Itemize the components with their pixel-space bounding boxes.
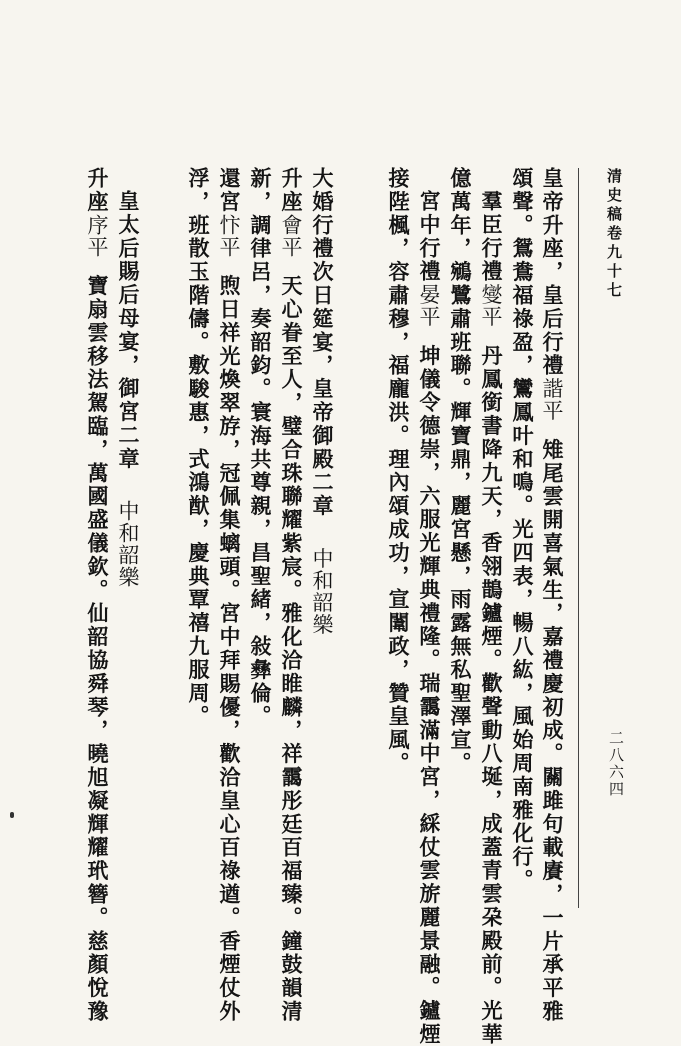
mode-note: 燮平: [479, 283, 503, 328]
text-column-6: [385, 167, 411, 775]
column-divider: [578, 168, 579, 908]
page-number: 二八六四: [607, 730, 625, 798]
lyric-text: 坤儀令德崇，六服光輝典禮隆。瑞靄滿中宮，綵仗雲旂麗景融。鑪煙: [417, 344, 442, 1046]
mode-note: 晏平: [417, 283, 441, 328]
mode-note: 諧平: [540, 377, 564, 422]
text-column-2: [509, 167, 535, 892]
text-column-7: [309, 167, 335, 635]
lyric-text: 浮，班散玉階儔。敷駿惠，式鴻猷，慶典覃禧九服周。: [186, 167, 211, 729]
lyric-text: 頌聲。鴛鴦福祿盈，鸞鳳叶和鳴。光四表，暢八紘，風始周南雅化行。: [510, 167, 535, 893]
lyric-text: 天心眷至人，璧合珠聯耀紫宸。雅化洽睢麟，祥靄彤廷百福臻。鐘鼓韻清: [279, 274, 304, 1024]
text-column-12: [115, 190, 141, 588]
text-column-5: [416, 190, 442, 1046]
music-type-note: 中和韶樂: [116, 500, 140, 589]
text-column-4: [447, 167, 473, 775]
running-head: 清史稿卷九十七: [605, 168, 623, 301]
lyric-text: 億萬年，鵷鷺肅班聯。輝寶鼎，麗宮懸，雨露無私聖澤宣。: [448, 167, 473, 776]
text-column-10: [216, 167, 242, 1023]
mode-note: 會平: [279, 213, 303, 258]
mode-note: 序平: [85, 213, 109, 258]
lyric-text: 寶扇雲移法駕臨，萬國盛儀欽。仙韶協舜琴，曉旭凝輝耀玳簪。慈顏悅豫: [85, 274, 110, 1024]
music-type-note: 中和韶樂: [310, 547, 334, 636]
text-column-1: [539, 167, 565, 1023]
text-column-9: [247, 167, 273, 729]
lyric-text: 煦日祥光煥翠斿，冠佩集螭頭。宮中拜賜優，歡洽皇心百祿遒。香煙仗外: [217, 274, 242, 1024]
mode-note: 忭平: [217, 213, 241, 258]
section-title: 羣臣行禮: [479, 190, 504, 284]
text-column-11: [185, 167, 211, 729]
chapter-heading: 大婚行禮次日筵宴，皇帝御殿二章: [310, 167, 335, 518]
text-column-3: [478, 190, 504, 1046]
text-column-13: [84, 167, 110, 1023]
lyric-text: 新，調律呂，奏韶鈞。寰海共尊親，昌聖緒，敍彝倫。: [248, 167, 273, 729]
text-column-8: [278, 167, 304, 1023]
lyric-text: 丹鳳銜書降九天，香翎鵲鑪煙。歡聲動八埏，成蓋青雲朶殿前。光華: [479, 344, 504, 1046]
lyric-text: 雉尾雲開喜氣生，嘉禮慶初成。關雎句載賡，一片承平雅: [540, 438, 565, 1024]
section-title: 宮中行禮: [417, 190, 442, 284]
print-speck: [10, 812, 14, 818]
chapter-heading: 皇太后賜后母宴，御宮二章: [116, 190, 141, 471]
lyric-text: 接陛楓，容肅穆，福龐洪。理內頌成功，宣闈政，贊皇風。: [386, 167, 411, 776]
section-title: 還宮: [217, 167, 242, 214]
section-title: 皇帝升座，皇后行禮: [540, 167, 565, 378]
section-title: 升座: [279, 167, 304, 214]
section-title: 升座: [85, 167, 110, 214]
